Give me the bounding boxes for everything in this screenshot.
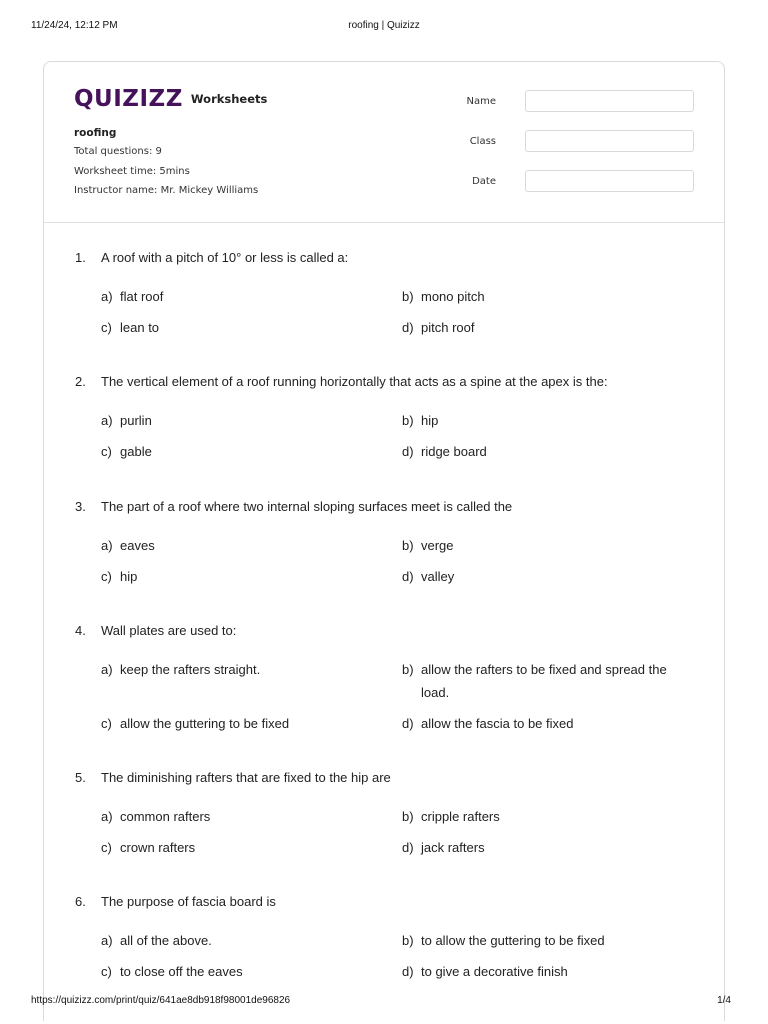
option-letter: c) [101, 964, 112, 979]
option-b [402, 534, 702, 557]
option-letter: c) [101, 840, 112, 855]
option-letter: b) [402, 809, 414, 824]
option-c [101, 964, 380, 979]
option-text: common rafters [120, 809, 211, 824]
option-letter: b) [402, 538, 414, 553]
option-b [402, 409, 702, 432]
quiz-name: roofing [74, 127, 117, 139]
option-letter: c) [101, 569, 112, 584]
option-text: all of the above. [120, 933, 212, 948]
question-number: 2. [75, 374, 86, 389]
option-b [402, 805, 702, 828]
question-text: The vertical element of a roof running horizontally that acts as a spine at the apex is the: [101, 374, 608, 389]
worksheet-meta [74, 126, 258, 204]
option-d [402, 440, 702, 463]
option-letter: d) [402, 716, 414, 731]
option-b [402, 285, 702, 308]
option-d [402, 960, 702, 983]
option-text: pitch roof [421, 320, 475, 335]
option-a [101, 538, 380, 553]
option-letter: c) [101, 716, 112, 731]
option-letter: d) [402, 569, 414, 584]
class-field[interactable] [525, 130, 694, 152]
name-label: Name [466, 96, 496, 107]
option-c [101, 569, 380, 584]
option-letter: d) [402, 444, 414, 459]
option-letter: b) [402, 933, 414, 948]
option-text: allow the rafters to be fixed and spread the load. [421, 662, 667, 700]
option-text: jack rafters [421, 840, 485, 855]
option-text: hip [421, 413, 439, 428]
option-text: valley [421, 569, 455, 584]
date-field[interactable] [525, 170, 694, 192]
date-field-row [472, 170, 704, 210]
option-text: gable [120, 444, 152, 459]
option-text: to allow the guttering to be fixed [421, 933, 605, 948]
option-text: flat roof [120, 289, 164, 304]
student-fields [466, 90, 704, 210]
option-c [101, 840, 380, 855]
question-number: 3. [75, 499, 86, 514]
option-text: cripple rafters [421, 809, 500, 824]
option-d [402, 836, 702, 859]
option-letter: b) [402, 413, 414, 428]
question-number: 5. [75, 770, 86, 785]
option-letter: a) [101, 289, 113, 304]
print-url: https://quizizz.com/print/quiz/641ae8db918f98001de96826 [31, 995, 291, 1006]
option-text: keep the rafters straight. [120, 662, 261, 677]
total-questions: Total questions: 9 [74, 146, 162, 157]
option-letter: a) [101, 662, 113, 677]
option-text: eaves [120, 538, 155, 553]
option-text: to close off the eaves [120, 964, 243, 979]
product-label: Worksheets [190, 92, 268, 106]
option-letter: b) [402, 662, 414, 677]
name-field-row [466, 90, 704, 130]
option-b [402, 658, 702, 704]
option-text: mono pitch [421, 289, 485, 304]
option-d [402, 712, 702, 735]
option-letter: c) [101, 444, 112, 459]
option-letter: d) [402, 840, 414, 855]
brand [74, 86, 267, 112]
question-text: Wall plates are used to: [101, 623, 237, 638]
option-letter: c) [101, 320, 112, 335]
option-text: allow the guttering to be fixed [120, 716, 290, 731]
print-footer [31, 995, 737, 1009]
question-number: 1. [75, 250, 86, 265]
instructor-name: Instructor name: Mr. Mickey Williams [74, 185, 259, 196]
option-a [101, 413, 380, 428]
page-number: 1/4 [717, 995, 731, 1006]
print-datetime: 11/24/24, 12:12 PM [31, 20, 118, 31]
question-text: A roof with a pitch of 10° or less is called a: [101, 250, 349, 265]
quizizz-logo: QUIZIZZ [74, 86, 183, 112]
question-text: The part of a roof where two internal sloping surfaces meet is called the [101, 499, 513, 514]
option-text: purlin [120, 413, 152, 428]
option-letter: a) [101, 538, 113, 553]
option-a [101, 662, 380, 677]
option-text: to give a decorative finish [421, 964, 568, 979]
option-c [101, 444, 380, 459]
question-number: 4. [75, 623, 86, 638]
worksheet-header [44, 62, 724, 223]
option-letter: d) [402, 320, 414, 335]
class-label: Class [469, 136, 496, 147]
option-letter: a) [101, 933, 113, 948]
option-letter: d) [402, 964, 414, 979]
class-field-row [469, 130, 704, 170]
option-text: ridge board [421, 444, 487, 459]
option-text: allow the fascia to be fixed [421, 716, 574, 731]
name-field[interactable] [525, 90, 694, 112]
question-number: 6. [75, 894, 86, 909]
option-text: lean to [120, 320, 160, 335]
option-c [101, 320, 380, 335]
option-b [402, 929, 702, 952]
option-letter: a) [101, 413, 113, 428]
option-d [402, 565, 702, 588]
question-text: The purpose of fascia board is [101, 894, 276, 909]
print-header [31, 20, 737, 34]
option-letter: a) [101, 809, 113, 824]
option-d [402, 316, 702, 339]
option-a [101, 933, 380, 948]
worksheet-card [43, 61, 725, 1021]
question-text: The diminishing rafters that are fixed to the hip are [101, 770, 391, 785]
option-a [101, 289, 380, 304]
option-text: hip [120, 569, 138, 584]
date-label: Date [472, 176, 496, 187]
option-text: verge [421, 538, 454, 553]
print-title: roofing | Quizizz [348, 20, 420, 31]
worksheet-time: Worksheet time: 5mins [74, 165, 190, 177]
option-text: crown rafters [120, 840, 196, 855]
option-letter: b) [402, 289, 414, 304]
option-c [101, 716, 380, 731]
option-a [101, 809, 380, 824]
